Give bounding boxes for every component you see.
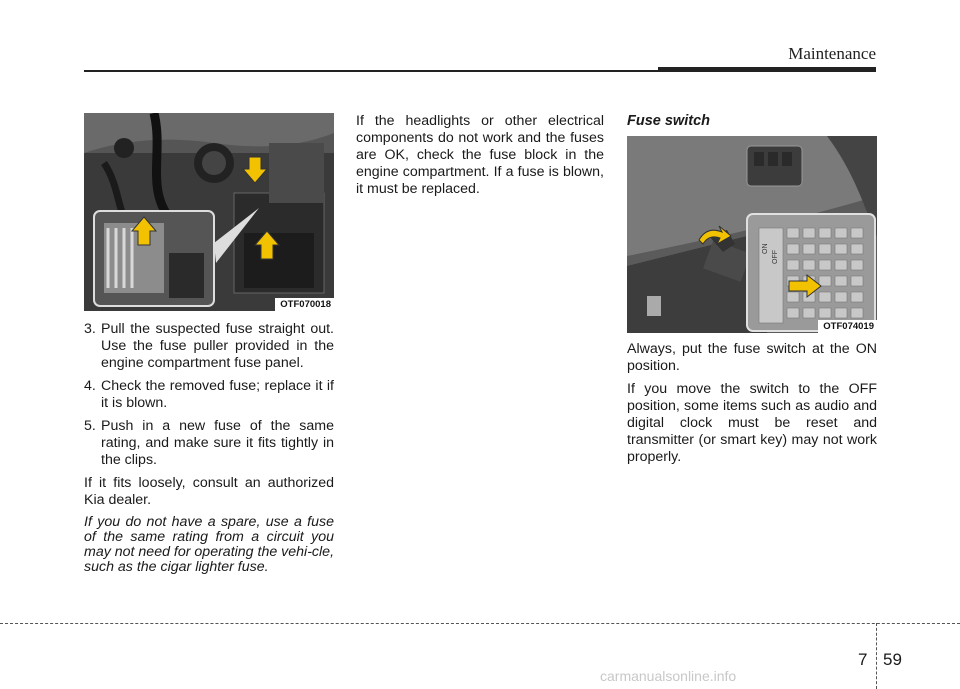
page-number: 59 [883,650,902,669]
step-text: Check the removed fuse; replace it if it is blown. [101,378,334,411]
section-heading: Fuse switch [627,113,710,129]
step-text: Push in a new fuse of the same rating, and make sure it fits tightly in the clips. [101,418,334,468]
header-rule [84,70,660,72]
column-left [84,113,334,581]
step-number: 3. [84,321,96,337]
column-right [627,113,877,472]
paragraph: If the headlights or other electrical components do not work and the fuses are OK, check the fuse block in the engine compartment. If a fuse is blown, it must be replaced. [356,113,604,197]
footer-divider [876,623,877,689]
fuse-switch-photo [627,136,877,333]
list-item [84,321,334,372]
step-number: 5. [84,418,96,434]
switch-off-label: OFF [772,250,779,264]
chapter-number: 7 [858,650,868,669]
step-text: Pull the suspected fuse straight out. Use the fuse puller provided in the engine compartment fuse panel. [101,321,334,371]
watermark: carmanualsonline.info [600,668,737,684]
header-rule-accent [658,67,876,72]
section-title: Maintenance [788,44,876,63]
list-item [84,418,334,469]
photo-code: OTF070018 [275,298,334,311]
engine-compartment-illustration [84,113,334,311]
list-item [84,378,334,412]
step-list [84,321,334,469]
paragraph: Always, put the fuse switch at the ON position. [627,341,877,374]
switch-on-label: ON [762,243,769,254]
fuse-switch-illustration [627,136,877,333]
footer-rule [0,623,960,624]
photo-code: OTF074019 [818,320,877,333]
paragraph: If you move the switch to the OFF position, some items such as audio and digital clock must be reset and transmitter (or smart key) may not work properly. [627,381,877,465]
column-middle [356,113,604,204]
italic-note: If you do not have a spare, use a fuse of the same rating from a circuit you may not need for operating the vehi-cle, such as the cigar lighter fuse. [84,514,335,575]
engine-fuse-photo [84,113,334,311]
paragraph: If it fits loosely, consult an authorized Kia dealer. [84,475,334,508]
step-number: 4. [84,378,96,394]
